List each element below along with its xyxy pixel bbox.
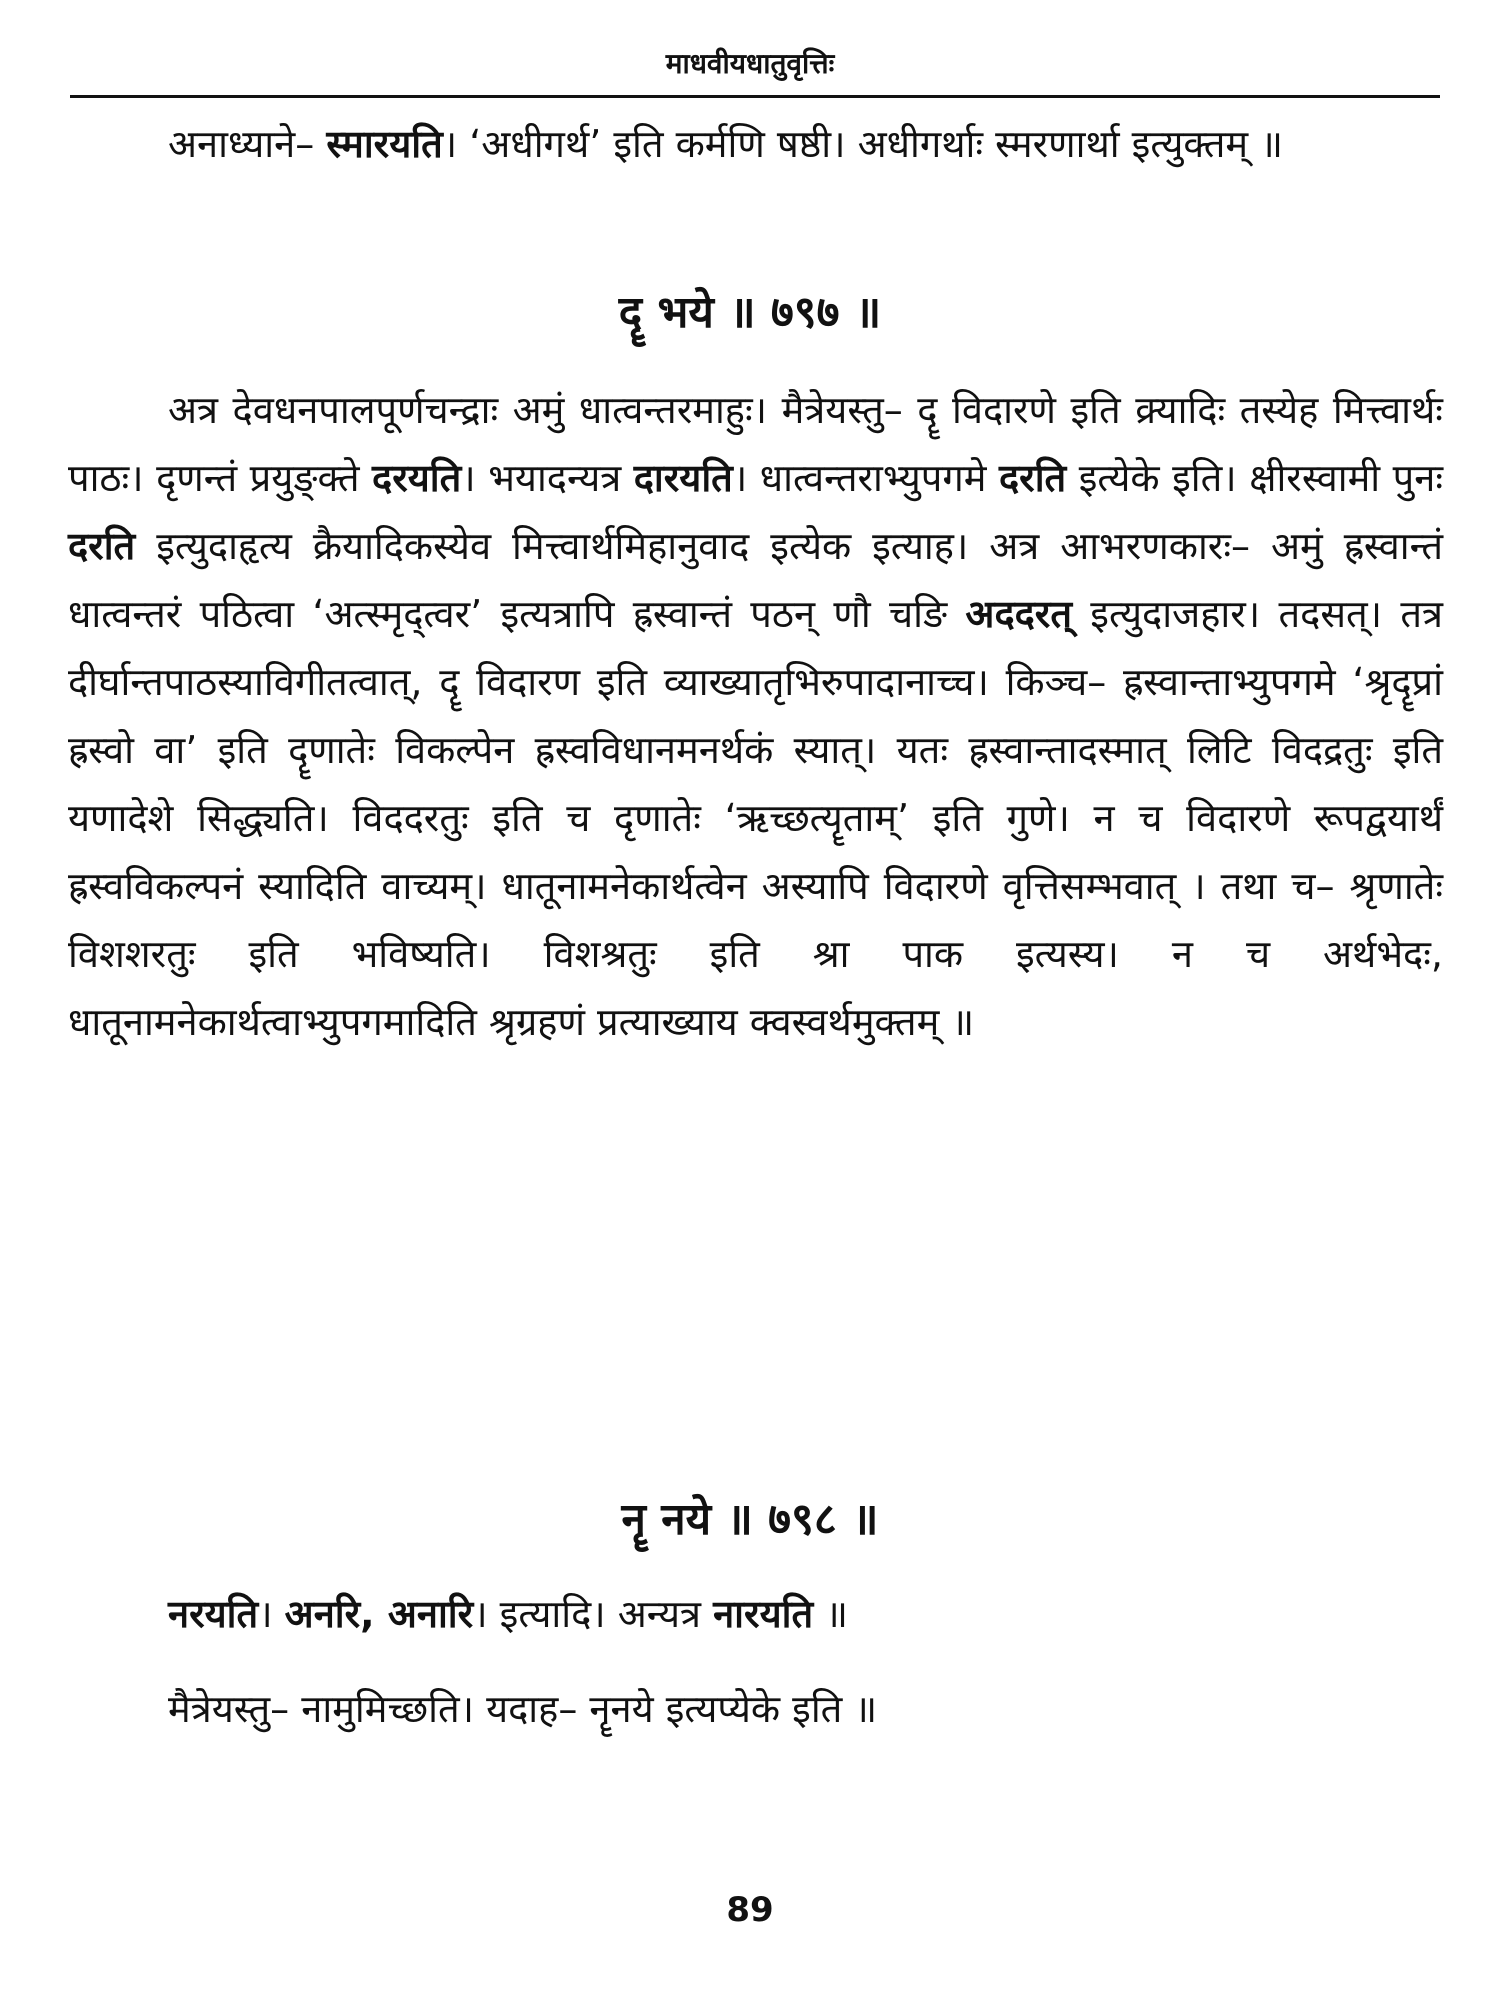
text-segment: अत्र देवधनपालपूर्णचन्द्राः अमुं धात्वन्तरमाहुः। मैत्रेयस्तु– दॄ विदारणे इति क्र्यादिः तस्येह मित्त्वार्थः पाठः। दृणन्तं प्रयुङ्क्ते xyxy=(68,388,1443,500)
text-segment: । xyxy=(258,1592,285,1636)
bold-term: नरयति xyxy=(168,1592,259,1636)
text-segment: इत्युदाजहार। तदसत्। तत्र दीर्घान्तपाठस्याविगीतत्वात्, दॄ विदारण इति व्याख्यातृभिरुपादानाच्च। किञ्च– ह्रस्वान्ताभ्युपगमे ‘श्रृदॄप्रां ह्रस्वो वा’ इति दॄणातेः विकल्पेन ह्रस्वविधानमनर्थकं स्यात्। यतः ह्रस्वान्तादस्मात् लिटि विदद्रतुः इति यणादेशे सिद्ध्यति। विददरतुः इति च दृणातेः ‘ऋच्छत्यॄताम्’ इति गुणे। न च विदारणे रूपद्वयार्थं ह्रस्वविकल्पनं स्यादिति वाच्यम्। धातूनामनेकार्थत्वेन अस्यापि विदारणे वृत्तिसम्भवात् । तथा च– श्रृणातेः विशशरतुः इति भविष्यति। विशश्रतुः इति श्रा पाक इत्यस्य। न च अर्थभेदः, धातूनामनेकार्थत्वाभ्युपगमादिति श्रृग्रहणं प्रत्याख्याय क्वस्वर्थमुक्तम् ॥ xyxy=(68,592,1443,1044)
running-head: माधवीयधातुवृत्तिः xyxy=(665,47,835,80)
intro-text-2: । ‘अधीगर्थ’ इति कर्मणि षष्ठी। अधीगर्थाः स्मरणार्था इत्युक्तम् ॥ xyxy=(442,122,1283,166)
text-segment: । धात्वन्तराभ्युपगमे xyxy=(732,456,999,500)
bold-term: अददरत् xyxy=(965,592,1073,636)
text-segment: ॥ xyxy=(813,1592,848,1636)
section-title-797: दॄ भये ॥ ७९७ ॥ xyxy=(618,287,882,338)
text-segment: इत्युदाहृत्य क्रैयादिकस्येव मित्त्वार्थमिहानुवाद इत्येक इत्याह। अत्र आभरणकारः– अमुं ह्रस्वान्तं धात्वन्तरं पठित्वा ‘अत्स्मृद्‍त्वर’ इत्यत्रापि ह्रस्वान्तं पठन् णौ चङि xyxy=(68,524,1443,636)
commentary-line-798-1 xyxy=(68,1580,1443,1648)
bold-term: नारयति xyxy=(713,1592,814,1636)
bold-term: दरति xyxy=(998,456,1067,500)
text-segment: । इत्यादि। अन्यत्र xyxy=(473,1592,714,1636)
bold-term: दरयति xyxy=(372,456,462,500)
intro-text-1: अनाध्याने– xyxy=(168,122,327,166)
bold-term: दारयति xyxy=(633,456,733,500)
header-rule xyxy=(70,95,1440,98)
intro-paragraph xyxy=(68,110,1443,178)
commentary-line-798-2: मैत्रेयस्तु– नामुमिच्छति। यदाह– नॄनये इत्यप्येके इति ॥ xyxy=(168,1687,878,1731)
intro-bold-smarayati: स्मारयति xyxy=(326,122,443,166)
bold-term: दरति xyxy=(68,524,136,568)
section-title-798: नॄ नये ॥ ७९८ ॥ xyxy=(621,1494,879,1545)
page-number: 89 xyxy=(726,1890,774,1930)
commentary-paragraph-797 xyxy=(68,376,1443,1056)
text-segment: । भयादन्यत्र xyxy=(461,456,634,500)
bold-term: अनरि, अनारि xyxy=(284,1592,474,1636)
text-segment: इत्येके इति। क्षीरस्वामी पुनः xyxy=(1066,456,1443,500)
